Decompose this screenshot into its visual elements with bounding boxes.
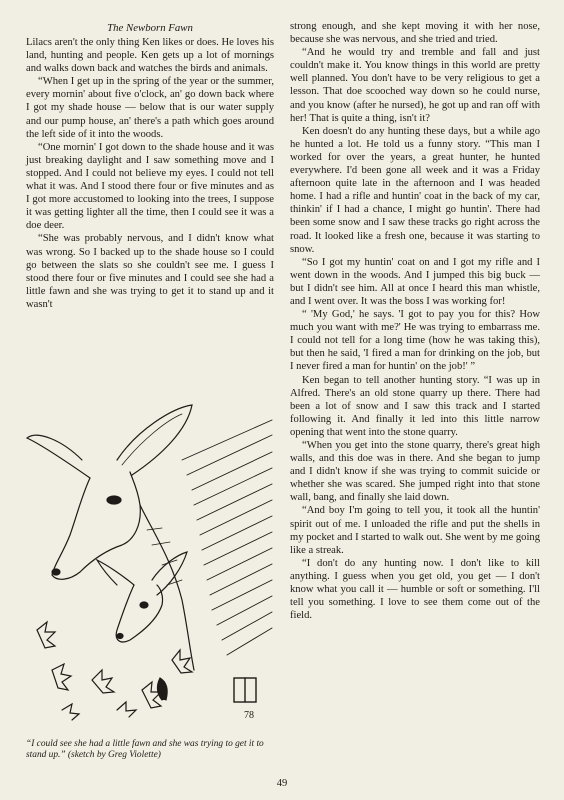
fawn-head: [116, 585, 162, 642]
paragraph: “When I get up in the spring of the year or the summer, every mornin' about five o'clock, an' go down back where I got my shade house — below that is our water supply and our pump house, an' there's a path which goes around the left side of it into the woods.: [26, 76, 274, 140]
paragraph: “And boy I'm going to tell you, it took all the huntin' spirit out of me. I unloaded the rifle and put the shells in my pocket and I started to walk out. She went by me going like a streak.: [290, 505, 540, 556]
paragraph: “When you get into the stone quarry, there's great high walls, and this doe was in there. And she began to jump and I didn't know if she was trying to commit suicide or whether she was scared. She jumped right into that stone wall, bang, and finally she laid down.: [290, 440, 540, 504]
doe-ear-right: [117, 405, 192, 475]
fawn-eye: [140, 602, 148, 608]
paragraph: “I don't do any hunting now. I don't like to kill anything. I guess when you get old, you get — I don't know what you call it — humble or soft or something. I'll tell you something. I love to see them come out of the field.: [290, 557, 540, 622]
paragraph: strong enough, and she kept moving it with her nose, because she was nervous, and she tried and tried.: [290, 21, 540, 46]
paragraph: “ 'My God,' he says. 'I got to pay you for this? How much you want with me?' He was trying to embarrass me. I could not tell for a long time (how he was taking this), but then he said, 'I fired a man for drinking on the job, but I never fired a man for huntin' on the job!' ”: [290, 309, 540, 373]
article-title: The Newborn Fawn: [107, 22, 193, 34]
doe-and-fawn-sketch: [22, 400, 274, 730]
page-number: 49: [276, 778, 288, 789]
paragraph: “One mornin' I got down to the shade house and it was just breaking daylight and I saw something move and I stopped. And I could not believe my eyes. I could not tell what it was. And I stood there four or five minutes and as I got more accustomed to looking into the trees, I suppose it was getting lighter all the time, then I could see it was a doe deer.: [26, 141, 274, 232]
paragraph: “And he would try and tremble and fall and just couldn't make it. You know things in this world are pretty well planned. You don't have to be very religious to get a lesson. That doe scooched way down so he could nurse, and you know (after he nursed), he got up and ran off with her! That is quite a thing, isn't it?: [290, 47, 540, 124]
doe-eye: [107, 496, 121, 504]
background-hatching: [182, 420, 272, 655]
paragraph: Lilacs aren't the only thing Ken likes or does. He loves his land, hunting and people. Ken gets up a lot of mornings and walks down back and watches the birds and animals.: [26, 37, 274, 75]
left-column: [26, 36, 274, 311]
fawn-ear-left: [97, 560, 134, 585]
doe-nose: [52, 569, 60, 575]
right-column: [290, 20, 540, 622]
paragraph: “She was probably nervous, and I didn't know what was wrong. So I backed up to the shade house so I could go between the slats so she couldn't see me. I guess I stood there four or five minutes and I could see she had a little fawn and she was trying to get it to stand up and it wasn't: [26, 233, 274, 310]
paragraph: Ken doesn't do any hunting these days, but a while ago he hunted a lot. He told us a funny story. “This man I worked for over the years, a great hunter, he hunted everywhere. I'd been gone all week and it was a Friday afternoon quite late in the afternoon and I was headed home. I had a rifle and huntin' coat in the back of my car, thinkin' if I had a chance, I might go huntin'. There had been some snow and I saw these tracks go right across the road. It looked like a fresh one, because it was starting to snow.: [290, 125, 540, 255]
paragraph: Ken began to tell another hunting story. “I was up in Alfred. There's an old stone quarry up there. There had been a lot of snow and I saw this track and I started following it. And finally it led into this little narrow opening that went into the stone quarry.: [290, 374, 540, 438]
doe-head: [52, 472, 140, 579]
paragraph: “So I got my huntin' coat on and I got my rifle and I went down in the woods. And I jumped this big buck — but I didn't see him. All at once I heard this man whistle, and I went over. It was the boss I was working for!: [290, 256, 540, 307]
leaves: [37, 622, 192, 720]
doe-ear-left: [27, 435, 90, 478]
sketch-date: 78: [244, 710, 254, 721]
fawn-ear-right: [152, 552, 187, 595]
fawn-nose: [117, 634, 123, 639]
sketch-caption: “I could see she had a little fawn and she was trying to get it to stand up.” (sketch by Greg Violette): [26, 739, 264, 761]
